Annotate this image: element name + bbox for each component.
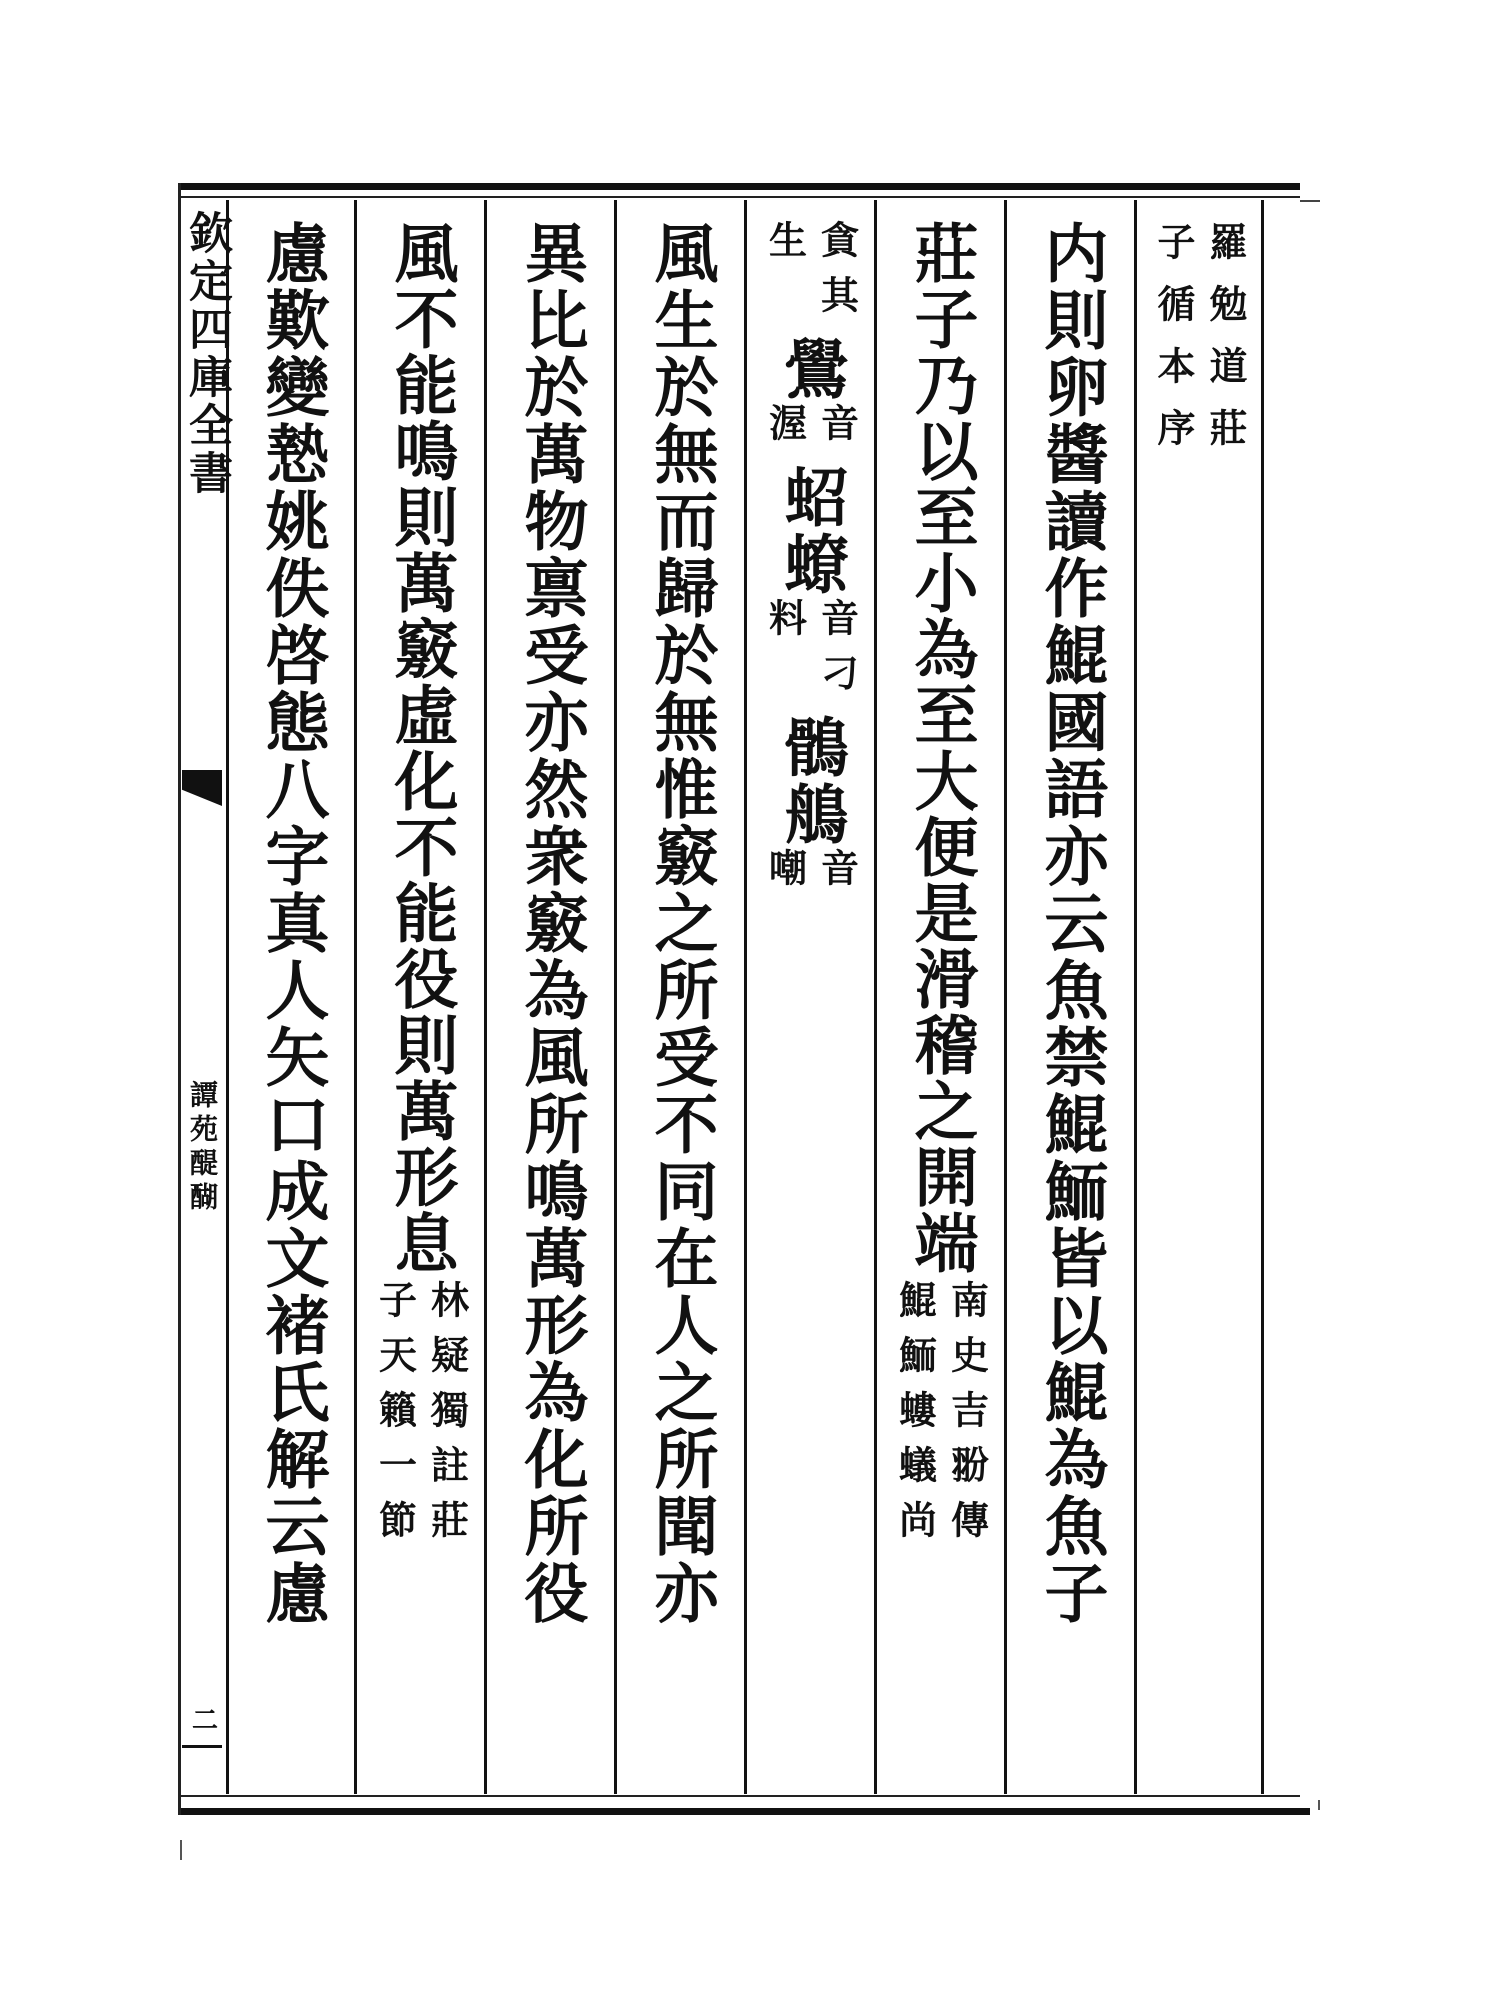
annotation-right: 林疑獨註莊 <box>424 1280 470 1555</box>
annotation-left: 子循本序 <box>1151 222 1196 470</box>
annotation-left: 料 <box>762 598 808 653</box>
text-column-5 <box>614 200 744 1794</box>
annotation-left: 嘲 <box>762 848 808 903</box>
main-text: 莊子乃以至小為至大便是滑稽之開端 <box>903 220 979 1276</box>
annotation <box>892 1280 990 1555</box>
folio-number: 二 <box>192 1706 219 1736</box>
annotation <box>1151 222 1248 470</box>
top-border-fragment <box>1300 200 1320 202</box>
annotation-right: 音 <box>814 403 860 458</box>
book-title: 譚苑醍醐 <box>186 1080 219 1216</box>
text-column-7 <box>354 200 484 1794</box>
annotation-right: 音 <box>814 848 860 903</box>
annotation <box>762 598 860 708</box>
main-text: 蛁蟟 <box>773 464 849 598</box>
annotation <box>372 1280 470 1555</box>
annotation <box>762 848 860 903</box>
annotation-left: 鯤鮞螻蟻尚 <box>892 1280 938 1555</box>
collection-title: 欽定四庫全書 <box>181 210 232 498</box>
bottom-border-thin <box>180 1795 1300 1797</box>
text-column-2 <box>1004 200 1134 1794</box>
main-text: 風生於無而歸於無惟竅之所受不同在人之所聞亦 <box>643 220 719 1627</box>
bottom-border-thick <box>180 1808 1310 1815</box>
annotation <box>762 220 860 330</box>
annotation <box>762 403 860 458</box>
main-text: 風不能鳴則萬竅虛化不能役則萬形息 <box>383 220 459 1276</box>
annotation-right: 南史吉翂傳 <box>944 1280 990 1555</box>
text-column-8 <box>226 200 354 1794</box>
text-column-4 <box>744 200 874 1794</box>
main-text: 内則卵醬讀作鯤國語亦云魚禁鯤鮞皆以鯤為魚子 <box>1033 220 1109 1627</box>
text-column-3 <box>874 200 1004 1794</box>
folio-rule <box>182 1745 222 1748</box>
annotation-right: 貪其 <box>814 220 860 330</box>
annotation-left: 子天籟一節 <box>372 1280 418 1555</box>
main-text: 異比於萬物禀受亦然衆竅為風所鳴萬形為化所役 <box>513 220 589 1627</box>
text-column-6 <box>484 200 614 1794</box>
text-column-1 <box>1134 200 1264 1794</box>
annotation-right: 羅勉道莊 <box>1203 222 1248 470</box>
main-text: 鶻鵃 <box>773 714 849 848</box>
annotation-left: 生 <box>762 220 808 275</box>
top-border-thick <box>180 183 1300 190</box>
page-margin <box>181 200 232 1794</box>
fish-tail-mark-icon <box>182 770 222 806</box>
main-text: 慮歎變慹姚佚啓態八字真人矢口成文褚氏解云慮 <box>254 220 330 1627</box>
scan-mark <box>1318 1800 1320 1810</box>
annotation-left: 渥 <box>762 403 808 458</box>
annotation-right: 音刁 <box>814 598 860 708</box>
scan-mark <box>180 1840 182 1860</box>
main-text: 鷽 <box>773 336 849 403</box>
top-border-thin <box>180 196 1300 198</box>
